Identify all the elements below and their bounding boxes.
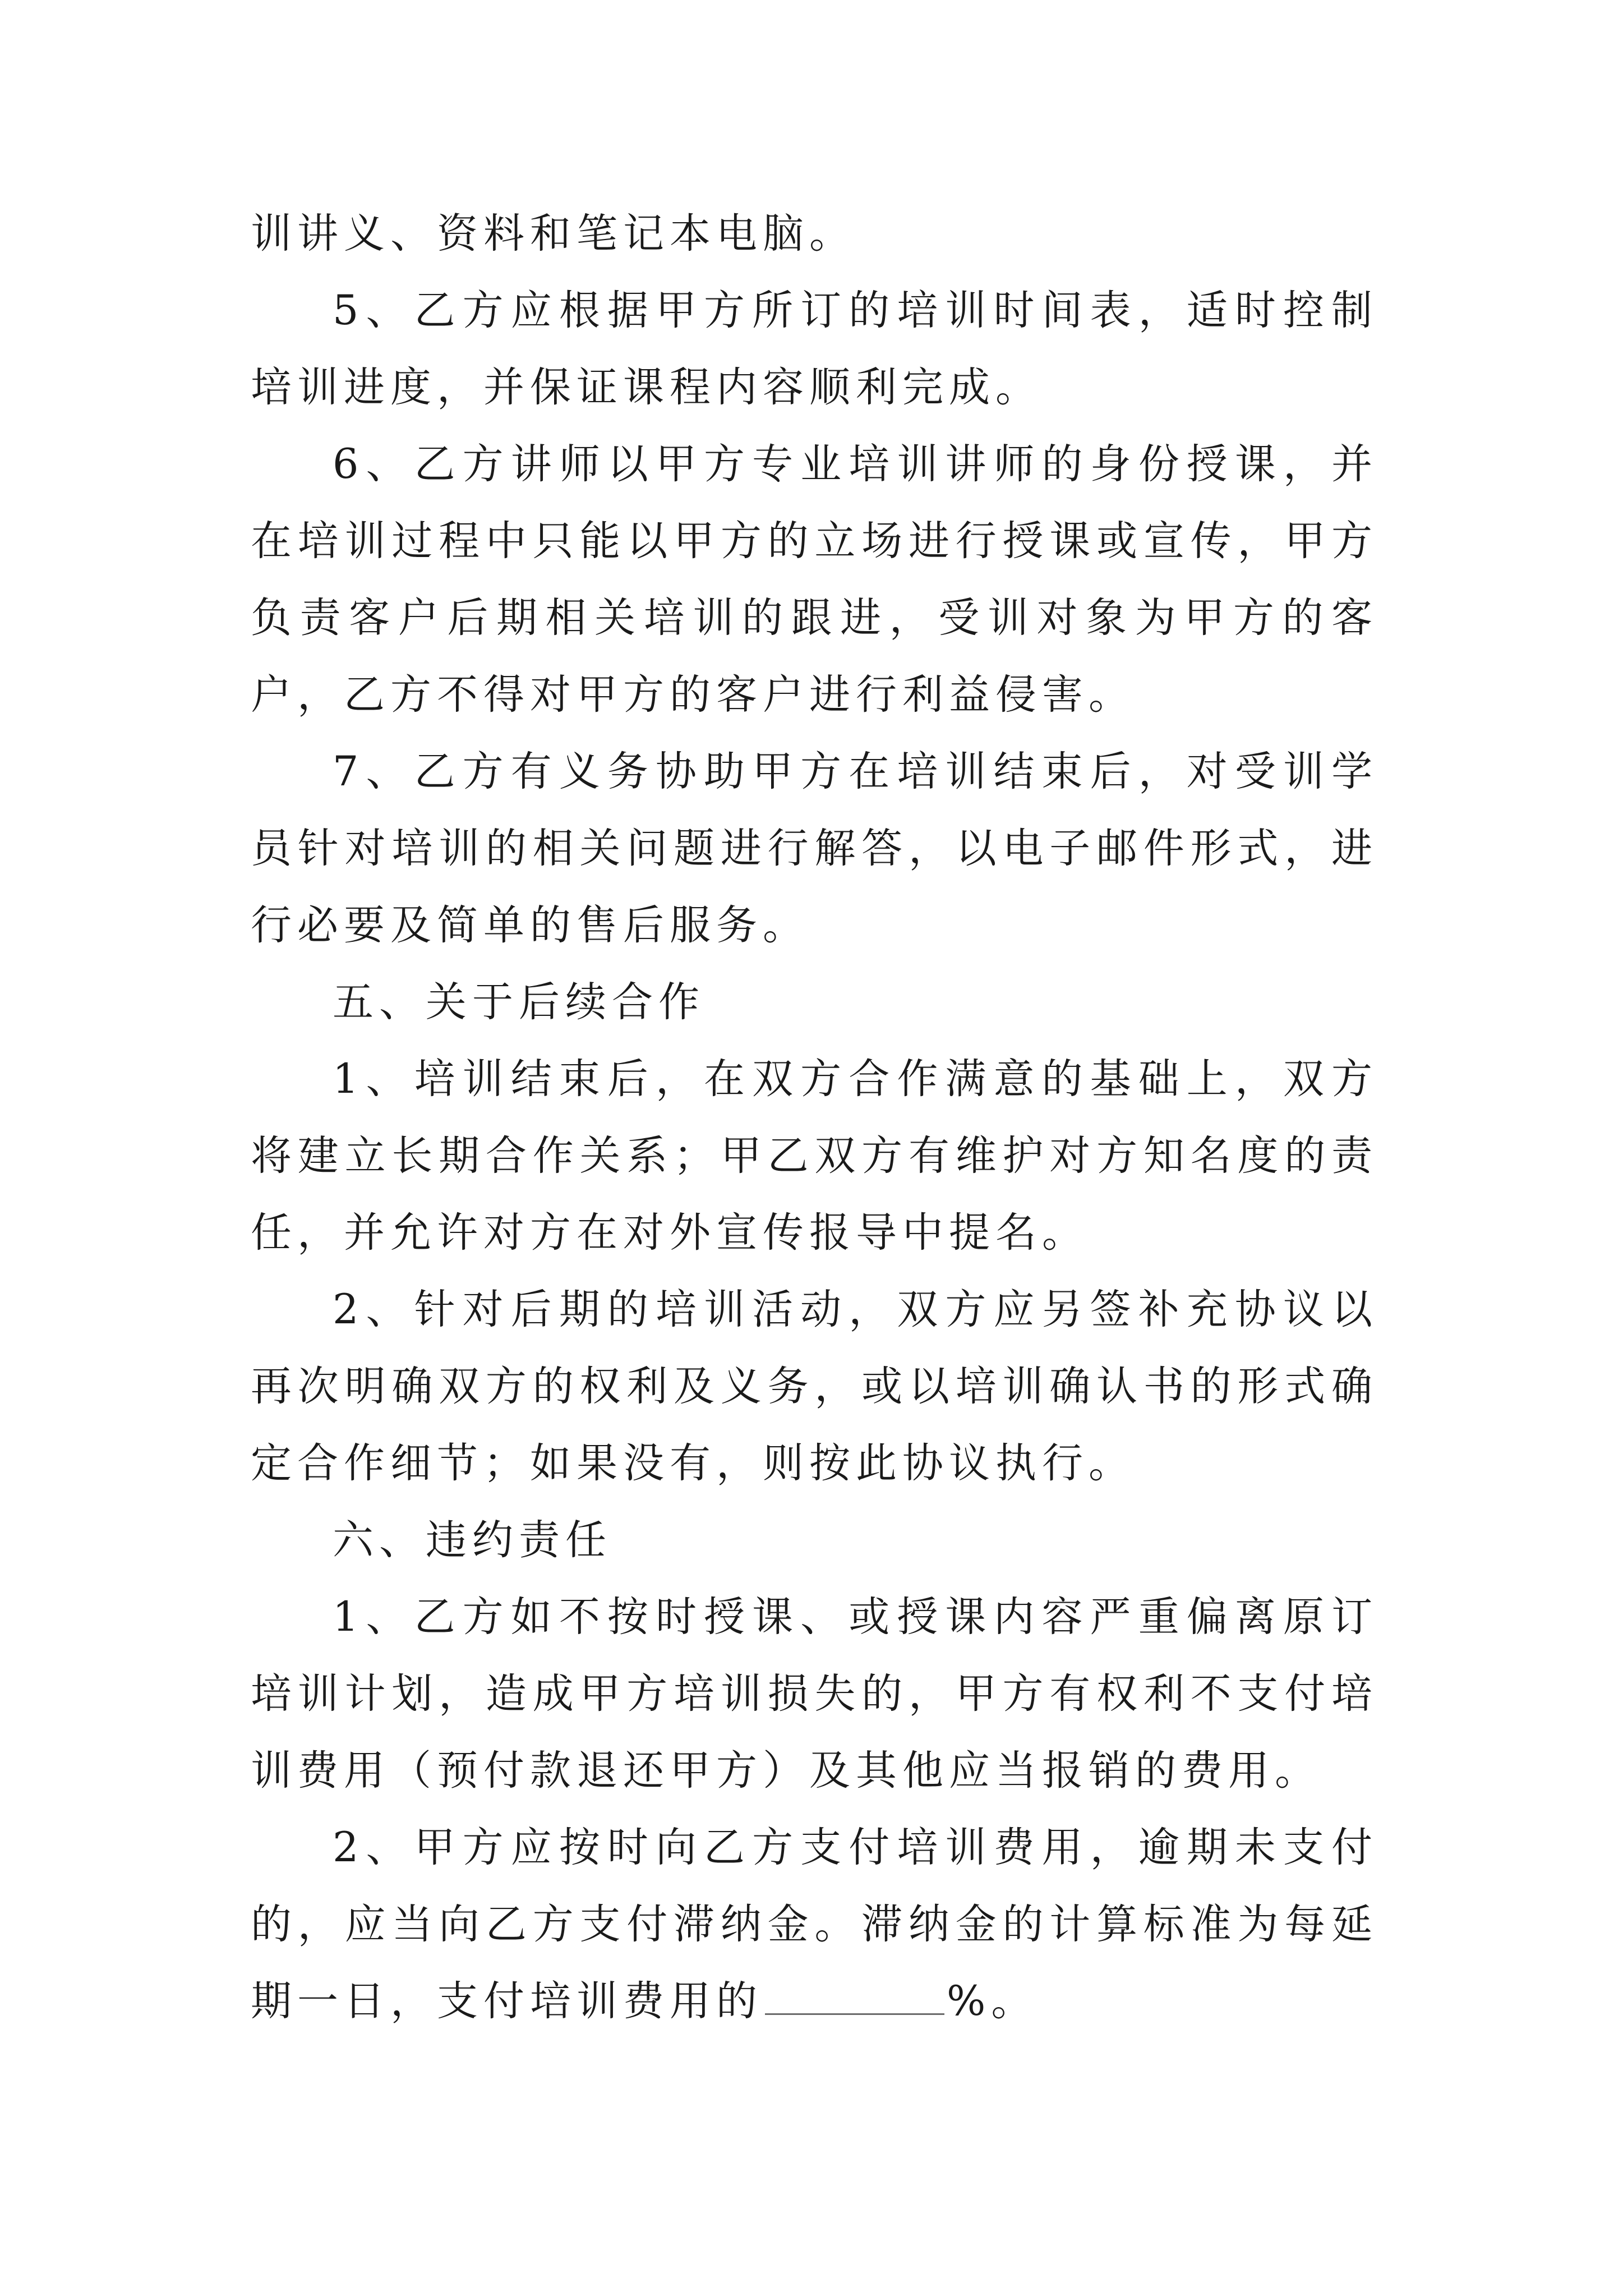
paragraph-item-7: 7、乙方有义务协助甲方在培训结束后，对受训学员针对培训的相关问题进行解答，以电子邮件形式，进行必要及简单的售后服务。 xyxy=(251,748,1378,949)
fill-in-blank-underline xyxy=(765,1980,944,2015)
paragraph-item-5: 5、乙方应根据甲方所订的培训时间表，适时控制培训进度，并保证课程内容顺利完成。 xyxy=(251,287,1378,411)
paragraph-item-6: 6、乙方讲师以甲方专业培训讲师的身份授课，并在培训过程中只能以甲方的立场进行授课或宣传，甲方负责客户后期相关培训的跟进，受训对象为甲方的客户，乙方不得对甲方的客户进行利益侵害。 xyxy=(251,440,1378,719)
section-heading-6: 六、违约责任 xyxy=(333,1516,612,1564)
paragraph-liability-2 xyxy=(251,1809,1378,2040)
section-heading-5: 五、关于后续合作 xyxy=(333,978,705,1026)
paragraph-cooperation-2: 2、针对后期的培训活动，双方应另签补充协议以再次明确双方的权利及义务，或以培训确认书的形式确定合作细节；如果没有，则按此协议执行。 xyxy=(251,1286,1378,1487)
paragraph-cooperation-1: 1、培训结束后，在双方合作满意的基础上，双方将建立长期合作关系；甲乙双方有维护对方知名度的责任，并允许对方在对外宣传报导中提名。 xyxy=(251,1055,1378,1257)
liability-2-text: 2、甲方应按时向乙方支付培训费用，逾期未支付的，应当向乙方支付滞纳金。滞纳金的计算标准为每延期一日，支付培训费用的 xyxy=(251,1824,1378,2025)
document-body xyxy=(251,195,1378,2040)
paragraph-continuation: 训讲义、资料和笔记本电脑。 xyxy=(251,210,856,257)
liability-2-suffix: %。 xyxy=(947,1977,1038,2025)
paragraph-liability-1: 1、乙方如不按时授课、或授课内容严重偏离原订培训计划，造成甲方培训损失的，甲方有权利不支付培训费用（预付款退还甲方）及其他应当报销的费用。 xyxy=(251,1593,1378,1795)
